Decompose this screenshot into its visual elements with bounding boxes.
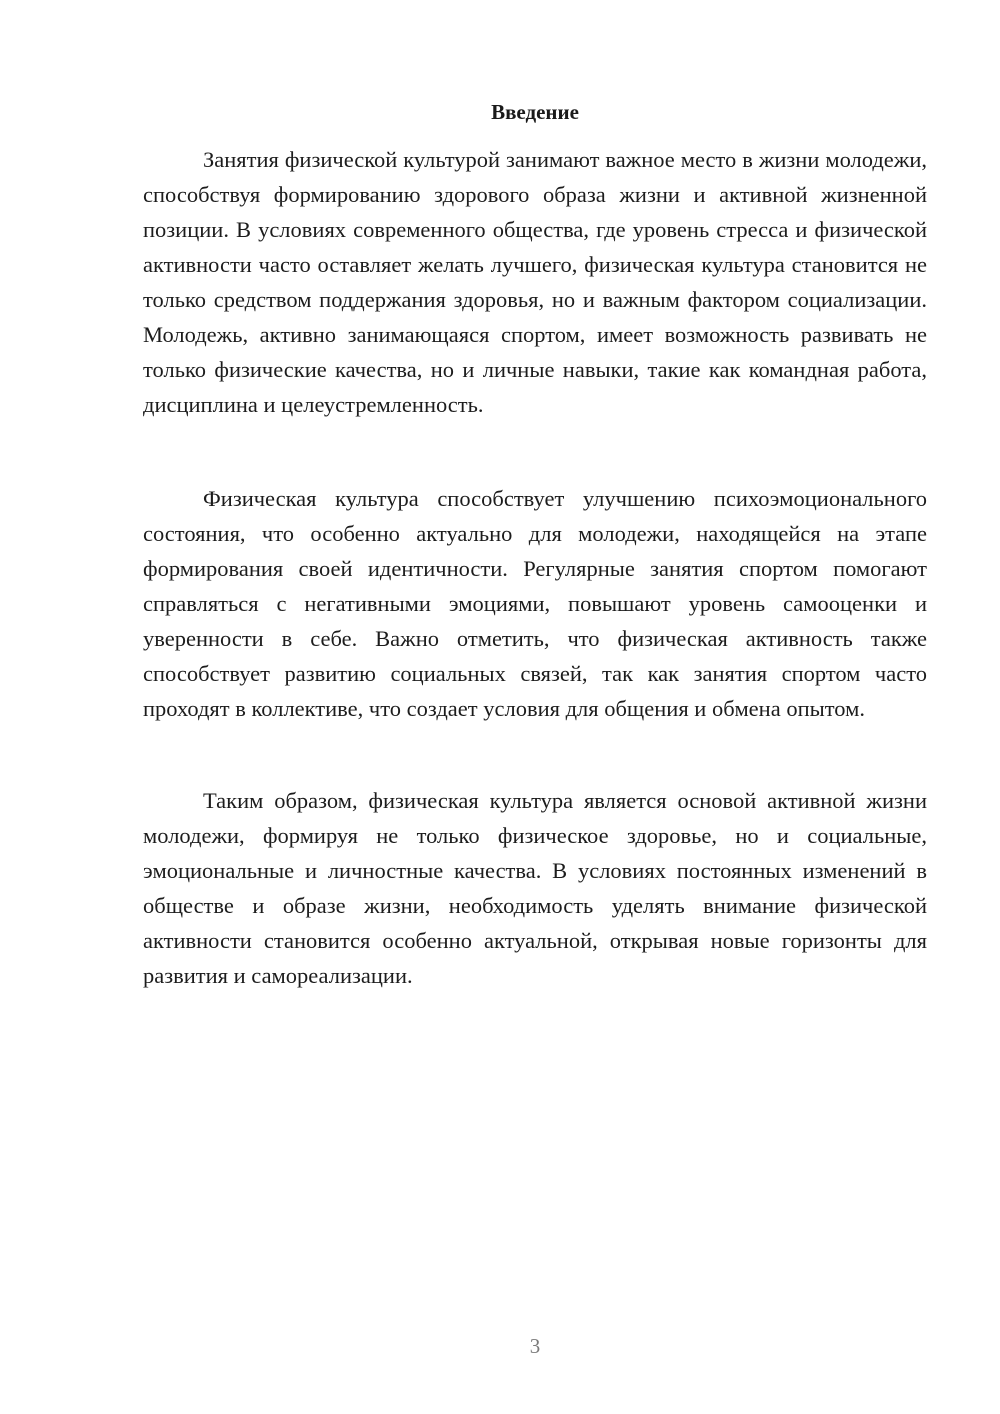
paragraph-2: Физическая культура способствует улучшению психоэмоционального состояния, что особенно актуально для молодежи, находящейся на этапе формирования своей идентичности. Регулярные занятия спортом помогают справляться с негативными эмоциями, повышают уровень самооценки и уверенности в себе. Важно отметить, что физическая активность также способствует развитию социальных связей, так как занятия спортом часто проходят в коллективе, что создает условия для общения и обмена опытом. xyxy=(143,486,927,721)
page-number: 3 xyxy=(529,1334,541,1358)
section-heading: Введение xyxy=(491,100,579,124)
paragraph-1: Занятия физической культурой занимают важное место в жизни молодежи, способствуя формированию здорового образа жизни и активной жизненной позиции. В условиях современного общества, где уровень стресса и физической активности часто оставляет желать лучшего, физическая культура становится не только средством поддержания здоровья, но и важным фактором социализации. Молодежь, активно занимающаяся спортом, имеет возможность развивать не только физические качества, но и личные навыки, такие как командная работа, дисциплина и целеустремленность. xyxy=(143,147,927,417)
paragraph-3: Таким образом, физическая культура является основой активной жизни молодежи, формируя не только физическое здоровье, но и социальные, эмоциональные и личностные качества. В условиях постоянных изменений в обществе и образе жизни, необходимость уделять внимание физической активности становится особенно актуальной, открывая новые горизонты для развития и самореализации. xyxy=(143,788,927,988)
